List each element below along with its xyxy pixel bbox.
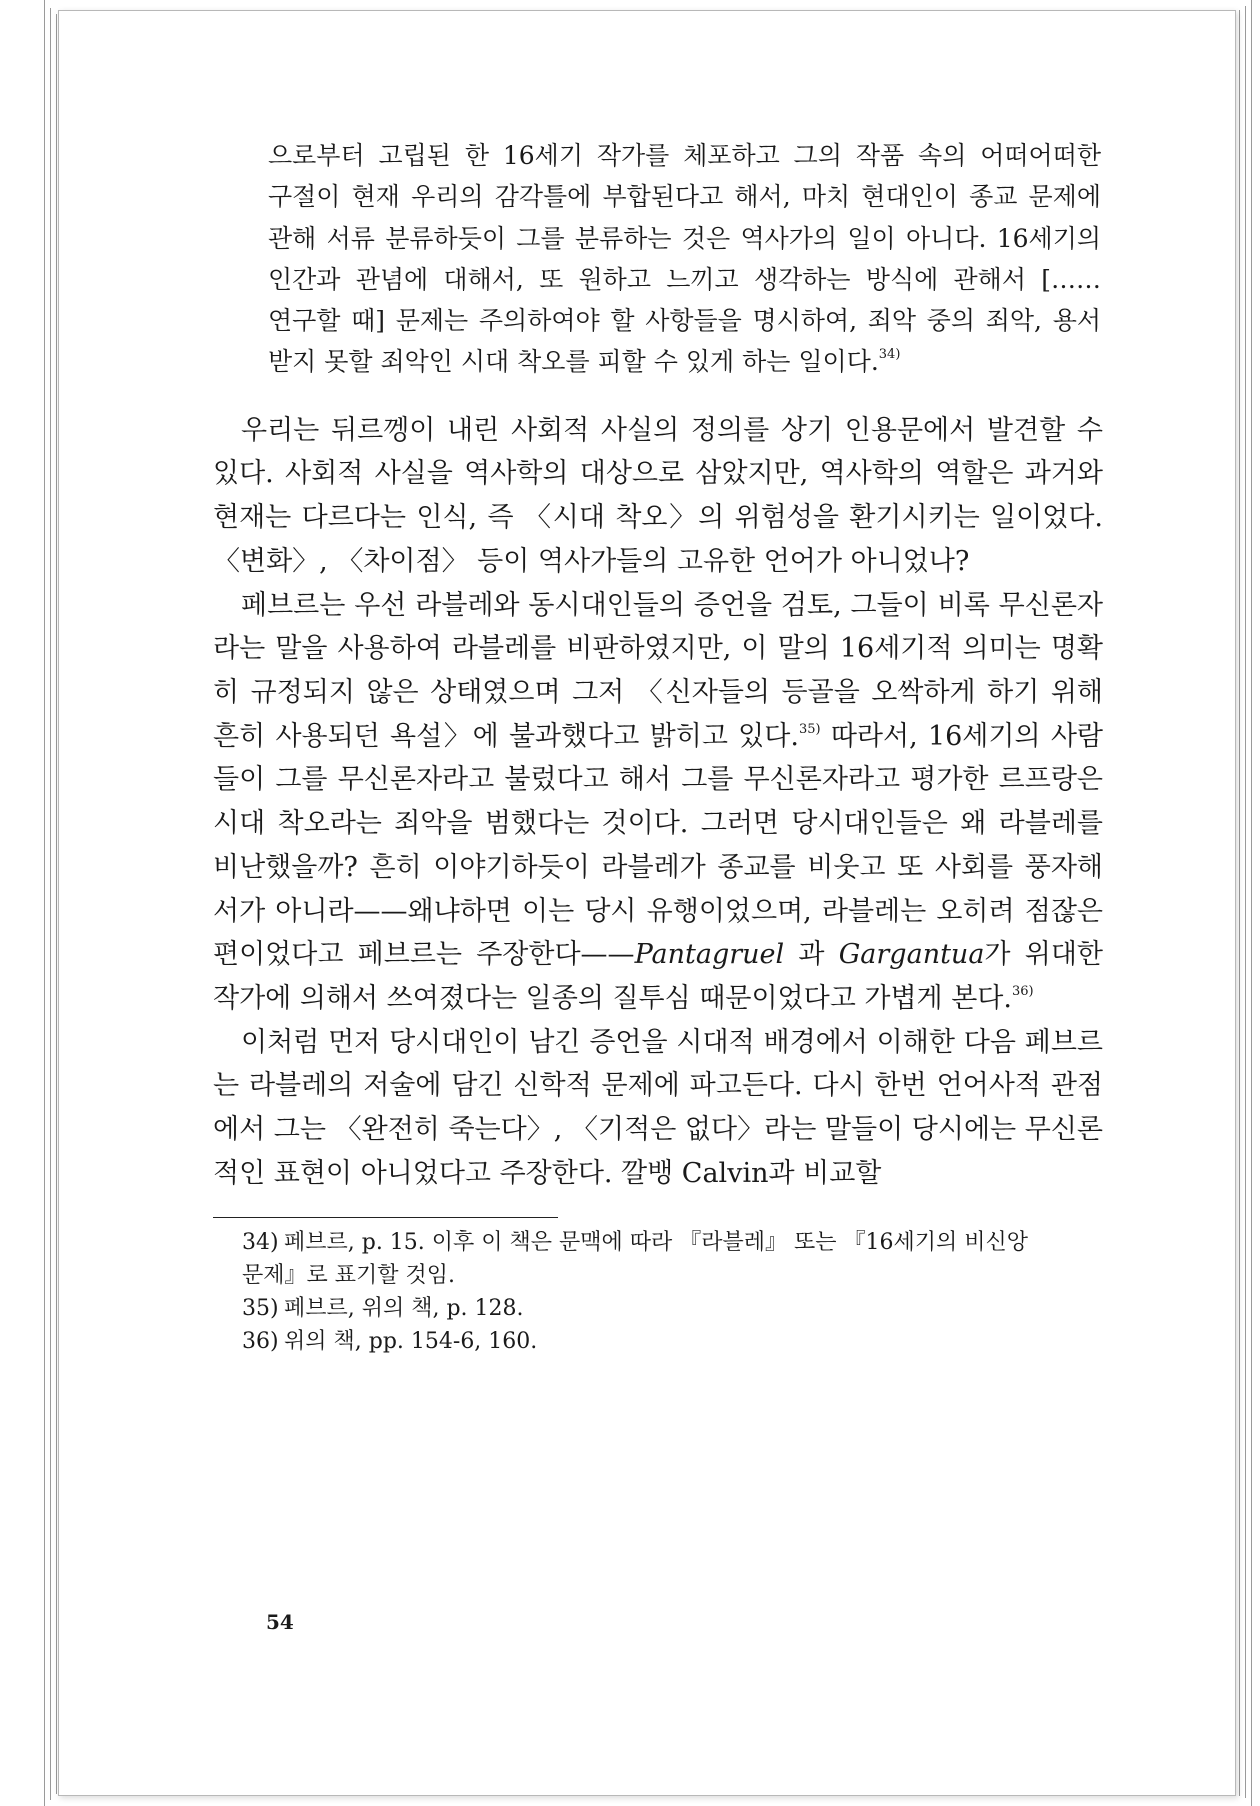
footnote	[242, 1292, 1103, 1325]
quote-line: 으로부터 고립된 한 16세기 작가를 체포하고 그의 작품 속의 어떠어떠한	[268, 141, 1101, 170]
footnote-number: 35)	[242, 1296, 279, 1322]
footnote-number: 36)	[242, 1329, 279, 1355]
paragraph	[213, 1021, 1103, 1196]
footnote-text: 페브르, 위의 책, p. 128.	[284, 1296, 524, 1322]
footnotes	[242, 1226, 1103, 1358]
page-edge-left	[44, 0, 45, 1806]
block-quote	[268, 135, 1101, 383]
footnote	[242, 1325, 1103, 1358]
page-content	[213, 135, 1103, 1358]
page-edge-left	[56, 14, 57, 1794]
paragraph	[213, 584, 1103, 1021]
book-title: Pantagruel	[634, 939, 785, 971]
footnote-continuation: 문제』로 표기할 것임.	[242, 1263, 455, 1289]
footnote-number: 34)	[242, 1230, 279, 1256]
footnote-ref: 36)	[1011, 983, 1034, 999]
quote-line: 받지 못할 죄악인 시대 착오를 피할 수 있게 하는 일이다.	[268, 347, 879, 377]
paragraph-text: 과	[784, 939, 839, 971]
book-title: Gargantua	[838, 939, 985, 971]
page-edge-left	[50, 8, 51, 1800]
footnote-text: 위의 책, pp. 154-6, 160.	[284, 1329, 538, 1355]
paragraph-text: 이처럼 먼저 당시대인이 남긴 증언을 시대적 배경에서 이해한 다음 페브르는 라블레의 저술에 담긴 신학적 문제에 파고든다. 다시 한번 언어사적 관점에서 그는 〈완전히 죽는다〉, 〈기적은 없다〉라는 말들이 당시에는 무신론적인 표현이 아니었다고 주장한다. 깔뱅 Calvin과 비교할	[213, 1026, 1103, 1189]
footnote-ref: 35)	[798, 721, 821, 737]
footnote-ref: 34)	[878, 347, 901, 363]
page-number: 54	[266, 1610, 294, 1634]
paragraph-text: 페브르는 우선 라블레와 동시대인들의 증언을 검토, 그들이 비록 무신론자라는 말을 사용하여 라블레를 비판하였지만, 이 말의 16세기적 의미는 명확히 규정되지 않은 상태였으며 그저 〈신자들의 등골을 오싹하게 하기 위해 흔히 사용되던 욕설〉에 불과했다고 밝히고 있다.	[213, 589, 1103, 752]
page-edge-right	[1239, 10, 1240, 1796]
page-edge-right	[1245, 6, 1246, 1798]
footnote-rule	[213, 1217, 558, 1218]
quote-line: 연구할 때] 문제는 주의하여야 할 사항들을 명시하여, 죄악 중의 죄악, 용서	[268, 306, 1101, 336]
page-edge-right	[1251, 0, 1252, 1806]
footnote-text: 페브르, p. 15. 이후 이 책은 문맥에 따라 『라블레』 또는 『16세기의 비신앙	[284, 1230, 1029, 1256]
paragraph	[213, 409, 1103, 584]
paragraph-text: 따라서, 16세기의 사람들이 그를 무신론자라고 불렀다고 해서 그를 무신론자라고 평가한 르프랑은 시대 착오라는 죄악을 범했다는 것이다. 그러면 당시대인들은 왜 라블레를 비난했을까? 흔히 이야기하듯이 라블레가 종교를 비웃고 또 사회를 풍자해서가 아니라——왜냐하면 이는 당시 유행이었으며, 라블레는 오히려 점잖은 편이었다고 페브르는 주장한다——	[213, 720, 1103, 971]
quote-line: 인간과 관념에 대해서, 또 원하고 느끼고 생각하는 방식에 관해서 [……	[268, 264, 1101, 294]
quote-line-last	[268, 341, 1101, 382]
paragraph-text: 가 위대한 작가에 의해서 쓰여졌다는 일종의 질투심 때문이었다고 가볍게 본다.	[213, 939, 1103, 1014]
footnote	[242, 1226, 1103, 1259]
paragraph-text: 우리는 뒤르껭이 내린 사회적 사실의 정의를 상기 인용문에서 발견할 수 있다. 사회적 사실을 역사학의 대상으로 삼았지만, 역사학의 역할은 과거와 현재는 다르다는 인식, 즉 〈시대 착오〉의 위험성을 환기시키는 일이었다. 〈변화〉, 〈차이점〉 등이 역사가들의 고유한 언어가 아니었나?	[213, 414, 1103, 577]
quote-line: 관해 서류 분류하듯이 그를 분류하는 것은 역사가의 일이 아니다. 16세기의	[268, 223, 1101, 253]
quote-line: 구절이 현재 우리의 감각틀에 부합된다고 해서, 마치 현대인이 종교 문제에	[268, 182, 1101, 212]
